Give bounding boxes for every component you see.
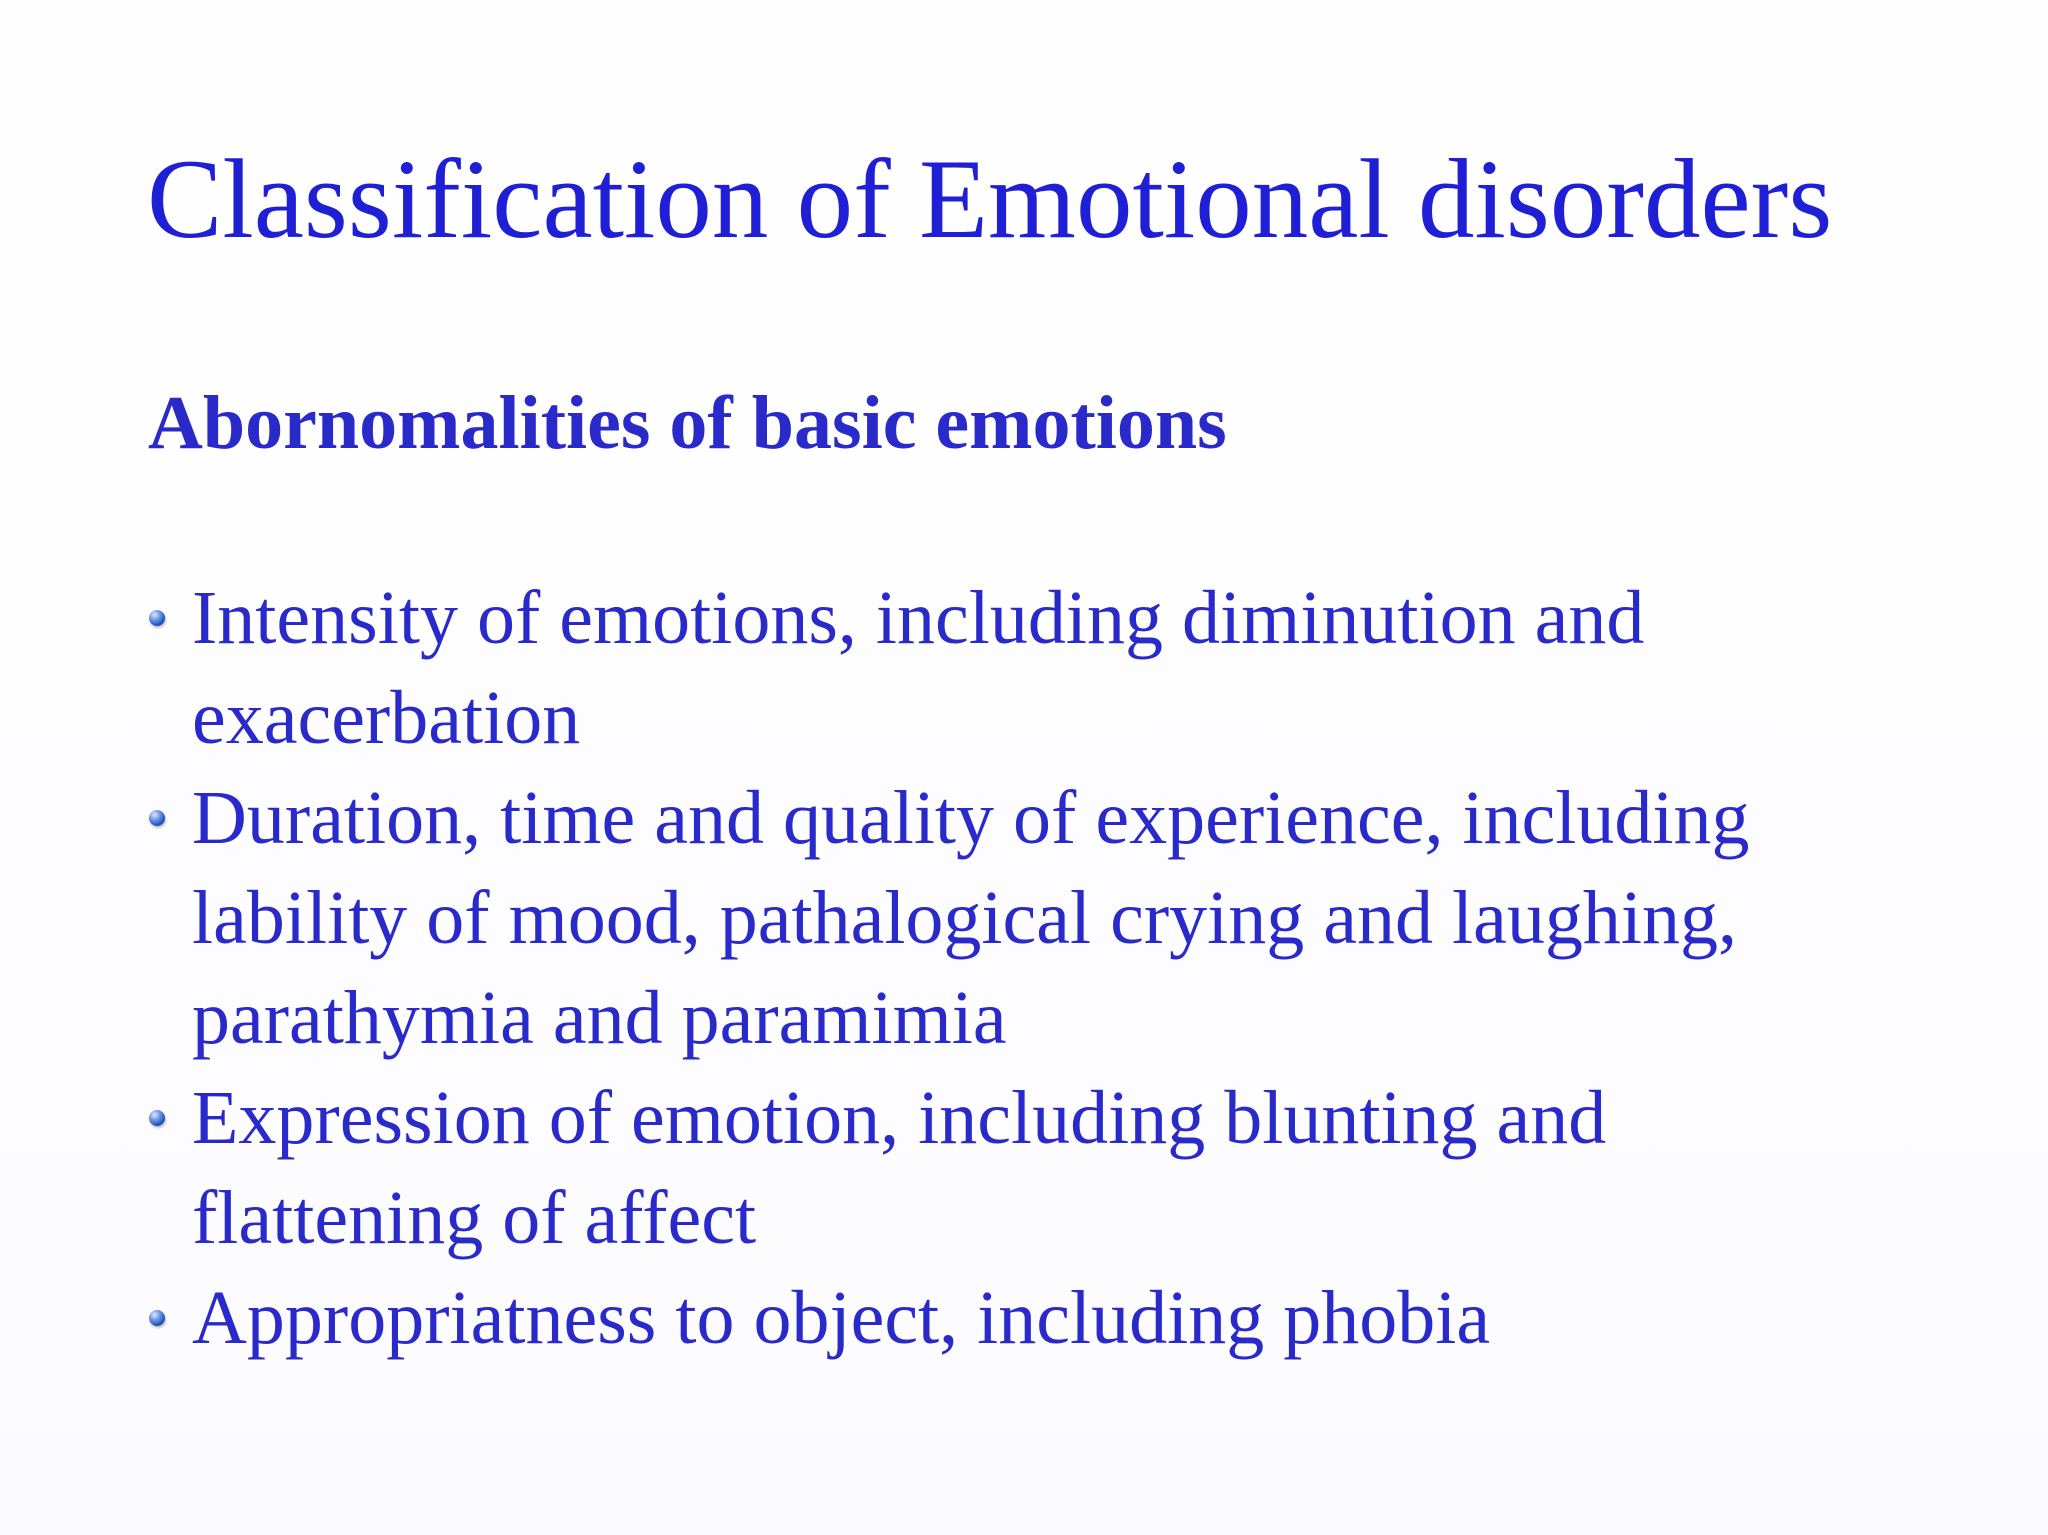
sphere-bullet-icon bbox=[149, 1110, 165, 1126]
bullet-line: lability of mood, pathalogical crying and laughing, bbox=[192, 876, 1737, 960]
sphere-bullet-icon bbox=[149, 1310, 165, 1326]
bullet-item-intensity bbox=[140, 568, 1940, 768]
bullet-line: Intensity of emotions, including diminution and bbox=[192, 576, 1645, 660]
bullet-line: exacerbation bbox=[192, 676, 581, 760]
bullet-line: Expression of emotion, including blunting and bbox=[192, 1076, 1607, 1160]
slide-title: Classification of Emotional disorders bbox=[147, 137, 1833, 262]
sphere-bullet-icon bbox=[149, 610, 165, 626]
bullet-line: Duration, time and quality of experience, including bbox=[192, 776, 1750, 860]
slide-subtitle: Abornomalities of basic emotions bbox=[148, 381, 1227, 465]
bullet-line: parathymia and paramimia bbox=[192, 976, 1007, 1060]
bullet-item-expression bbox=[140, 1068, 1940, 1268]
bullet-line: flattening of affect bbox=[192, 1176, 757, 1260]
bullet-item-duration bbox=[140, 768, 1940, 1068]
bullet-item-appropriateness bbox=[140, 1268, 1940, 1368]
bullet-line: Appropriatness to object, including phobia bbox=[192, 1276, 1491, 1360]
sphere-bullet-icon bbox=[149, 810, 165, 826]
bullet-list bbox=[140, 568, 1940, 1368]
